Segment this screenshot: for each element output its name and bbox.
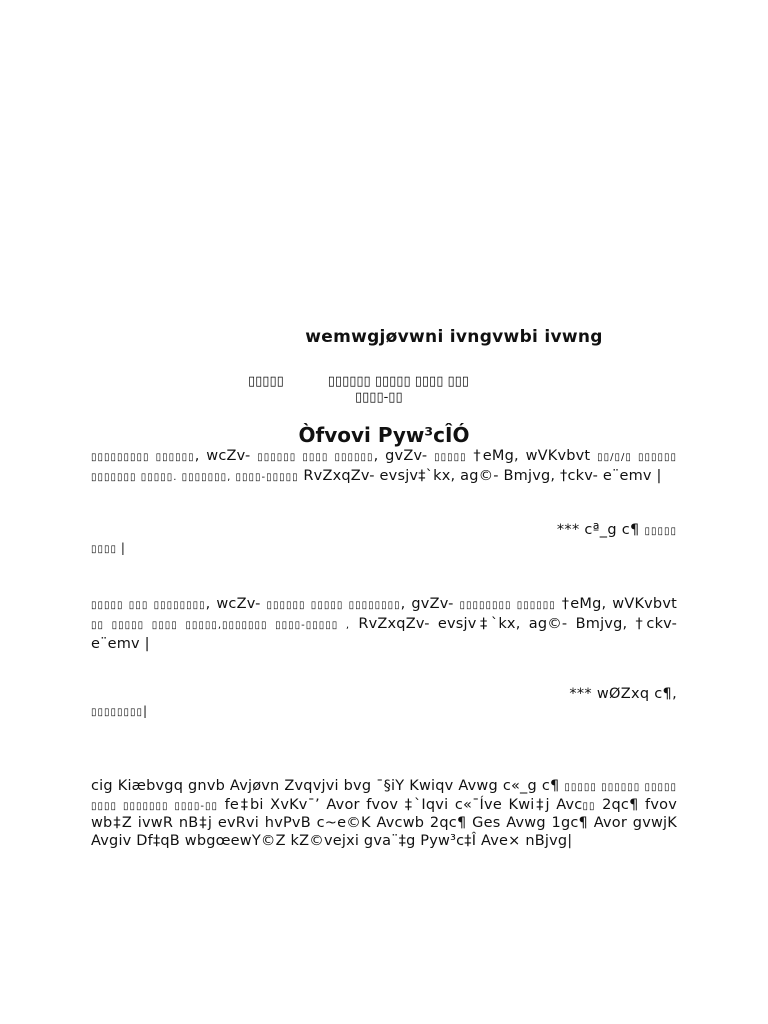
paragraph-text: 2qc¶ fvov wb‡Z ivwR nB‡j evRvi hvPvB c~e©K Avcwb 2qc¶ Ges Avwg 1gc¶ Avor gvwjK Avgiv Df‡qB wbgœewY©Z kZ©vejxi gva¨‡g Pyw³c‡Î Ave× nBjvg| xyxy=(91,796,677,849)
document-header-title: wemwgjøvwni ivngvwbi ivwng xyxy=(305,327,603,347)
paragraph-text: , wcZv- xyxy=(205,596,267,612)
mother-name: ▯▯▯▯▯▯▯▯ ▯▯▯▯▯▯ xyxy=(459,600,556,611)
second-party-label-cont xyxy=(91,704,147,718)
label-small-text: ▯▯▯▯ xyxy=(91,544,118,555)
label-text: *** cª_g c¶ xyxy=(556,522,645,538)
first-party-label xyxy=(557,522,677,538)
label-text: | xyxy=(143,704,148,718)
label-text: | xyxy=(117,541,125,555)
paragraph-text: RvZxqZv- evsjv‡`kx, ag©- Bmjvg, †ckv- e¨emv | xyxy=(298,468,662,484)
label-small-text: ▯▯▯▯▯ xyxy=(644,526,677,537)
small-text: ▯▯ xyxy=(582,800,596,812)
first-party-name: ▯▯▯▯▯▯▯▯▯ ▯▯▯▯▯▯ xyxy=(91,452,195,463)
paragraph-text: fe‡bi XvKv¯’ Avor fvov ‡`Iqvi c«¯Íve Kwi‡j Avc xyxy=(218,796,583,813)
first-party-label-cont xyxy=(91,541,125,555)
paragraph-agreement xyxy=(91,778,677,850)
father-name: ▯▯▯▯▯▯ ▯▯▯▯ ▯▯▯▯▯▯ xyxy=(257,452,374,463)
reference-part-2: ▯▯▯▯▯▯ ▯▯▯▯▯ ▯▯▯▯ ▯▯▯ xyxy=(327,374,469,389)
address-text: ▯▯/▯/▯ ▯▯▯▯▯▯ ▯▯▯▯▯▯▯ ▯▯▯▯▯. ▯▯▯▯▯▯▯, ▯▯▯▯-▯▯▯▯▯ xyxy=(91,452,677,483)
mother-name: ▯▯▯▯▯ xyxy=(434,452,467,463)
paragraph-text: , wcZv- xyxy=(194,448,258,464)
reference-part-3: ▯▯▯▯-▯▯ xyxy=(355,390,403,405)
second-party-name: ▯▯▯▯▯ ▯▯▯ ▯▯▯▯▯▯▯▯ xyxy=(91,600,206,611)
second-party-label: *** wØZxq c¶, xyxy=(569,686,677,702)
paragraph-text: †eMg, wVKvbvt xyxy=(466,448,598,464)
document-subject: Òfvovi Pyw³cÎÓ xyxy=(298,423,470,447)
party-name-small: ▯▯▯▯▯ ▯▯▯▯▯▯ ▯▯▯▯▯ ▯▯▯▯ ▯▯▯▯▯▯▯ ▯▯▯▯-▯▯ xyxy=(91,782,678,812)
reference-part-1: ▯▯▯▯▯ xyxy=(248,374,284,389)
father-name: ▯▯▯▯▯▯ ▯▯▯▯▯ ▯▯▯▯▯▯▯▯ xyxy=(266,600,401,611)
paragraph-text: RvZxqZv- evsjv‡`kx, ag©- Bmjvg, †ckv- e¨emv | xyxy=(91,616,677,652)
paragraph-second-party xyxy=(91,595,677,653)
label-small-text: ▯▯▯▯▯▯▯▯ xyxy=(91,707,144,718)
paragraph-text: †eMg, wVKvbvt xyxy=(555,596,678,612)
paragraph-text: cig Kiæbvgq gnvb Avjøvn Zvqvjvi bvg ¯§iY Kwiqv Avwg c«_g c¶ xyxy=(91,778,565,794)
paragraph-text: , gvZv- xyxy=(373,448,435,464)
reference-line xyxy=(248,372,513,391)
address-text: ▯▯ ▯▯▯▯▯ ▯▯▯▯ ▯▯▯▯▯,▯▯▯▯▯▯▯ ▯▯▯▯-▯▯▯▯▯ , xyxy=(91,620,351,631)
paragraph-first-party xyxy=(91,447,677,487)
paragraph-text: , gvZv- xyxy=(400,596,460,612)
